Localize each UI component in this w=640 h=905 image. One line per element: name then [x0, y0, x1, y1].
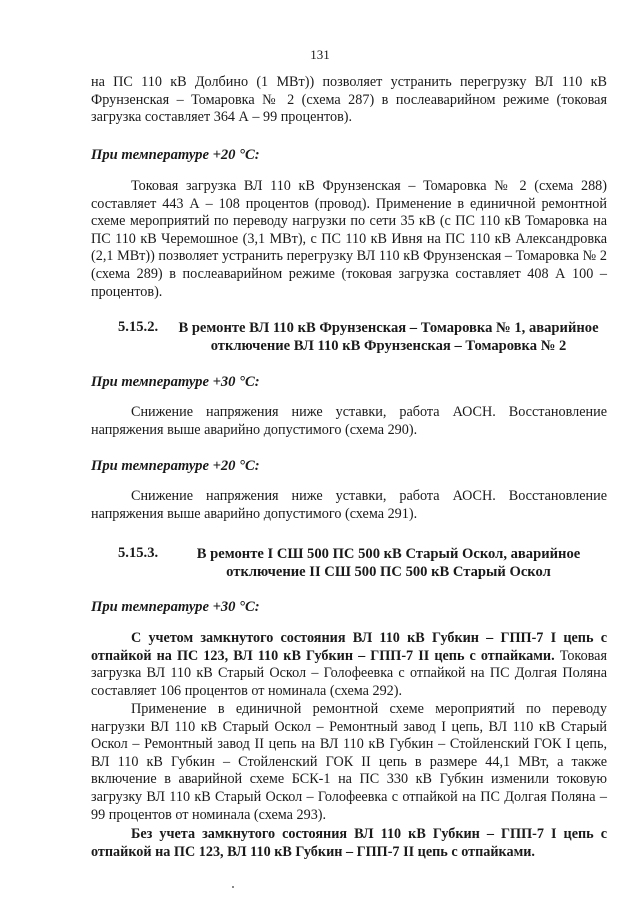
paragraph-5 [91, 630, 607, 700]
temperature-heading-1: При температуре +20 °С: [91, 147, 260, 163]
section-title-5-15-3: В ремонте I СШ 500 ПС 500 кВ Старый Оскол, аварийное отключение II СШ 500 ПС 500 кВ Старый Оскол [196, 546, 581, 580]
paragraph-6: Применение в единичной ремонтной схеме мероприятий по переводу нагрузки ВЛ 110 кВ Старый Оскол – Ремонтный завод I цепь, ВЛ 110 кВ Старый Оскол – Ремонтный завод II цепь на ВЛ 110 кВ Губкин – Стойленский ГОК I цепь, ВЛ 110 кВ Губкин – Стойленский ГОК II цепь в размере 44,1 МВт, а также включение в аварийной схеме БСК-1 на ПС 330 кВ Губкин изменили токовую загрузку ВЛ 110 кВ Старый Оскол – Голофеевка с отпайкой на ПС Долгая Поляна – 99 процентов от номинала (схема 293). [91, 701, 607, 823]
temperature-heading-3: При температуре +20 °С: [91, 458, 260, 474]
paragraph-7: Без учета замкнутого состояния ВЛ 110 кВ Губкин – ГПП-7 I цепь с отпайкой на ПС 123, ВЛ 110 кВ Губкин – ГПП-7 II цепь с отпайками. [91, 826, 607, 860]
page-number: 131 [310, 47, 330, 62]
paragraph-2: Токовая загрузка ВЛ 110 кВ Фрунзенская – Томаровка № 2 (схема 288) составляет 443 А – 108 процентов (провод). Применение в единичной ремонтной схеме мероприятий по переводу нагрузки по сети 35 кВ (с ПС 110 кВ Томаровка на ПС 110 кВ Черемошное (3,1 МВт), с ПС 110 кВ Ивня на ПС 110 кВ Александровка (2,1 МВт)) позволяет устранить перегрузку ВЛ 110 кВ Фрунзенская – Томаровка № 2 (схема 289) в послеаварийном режиме (токовая загрузка составляет 408 А 100 – процентов). [91, 178, 607, 300]
paragraph-5-bold: С учетом замкнутого состояния ВЛ 110 кВ Губкин – ГПП-7 I цепь с отпайкой на ПС 123, ВЛ 110 кВ Губкин – ГПП-7 II цепь с отпайками. [91, 630, 607, 664]
paragraph-4: Снижение напряжения ниже уставки, работа АОСН. Восстановление напряжения выше аварийно допустимого (схема 291). [91, 488, 607, 522]
temperature-heading-4: При температуре +30 °С: [91, 599, 260, 615]
scan-speck [232, 886, 234, 888]
section-title-5-15-2: В ремонте ВЛ 110 кВ Фрунзенская – Томаровка № 1, аварийное отключение ВЛ 110 кВ Фрунзенская – Томаровка № 2 [178, 320, 599, 354]
paragraph-3: Снижение напряжения ниже уставки, работа АОСН. Восстановление напряжения выше аварийно допустимого (схема 290). [91, 404, 607, 438]
paragraph-1: на ПС 110 кВ Долбино (1 МВт)) позволяет устранить перегрузку ВЛ 110 кВ Фрунзенская – Томаровка № 2 (схема 287) в послеаварийном режиме (токовая загрузка составляет 364 А – 99 процентов). [91, 74, 607, 126]
section-number-5-15-2: 5.15.2. [118, 319, 159, 335]
temperature-heading-2: При температуре +30 °С: [91, 374, 260, 390]
paragraph-5-text: Токовая загрузка ВЛ 110 кВ Старый Оскол – Голофеевка с отпайкой на ПС Долгая Поляна составляет 106 процентов от номинала (схема 292). [91, 647, 608, 699]
section-number-5-15-3: 5.15.3. [118, 545, 159, 561]
